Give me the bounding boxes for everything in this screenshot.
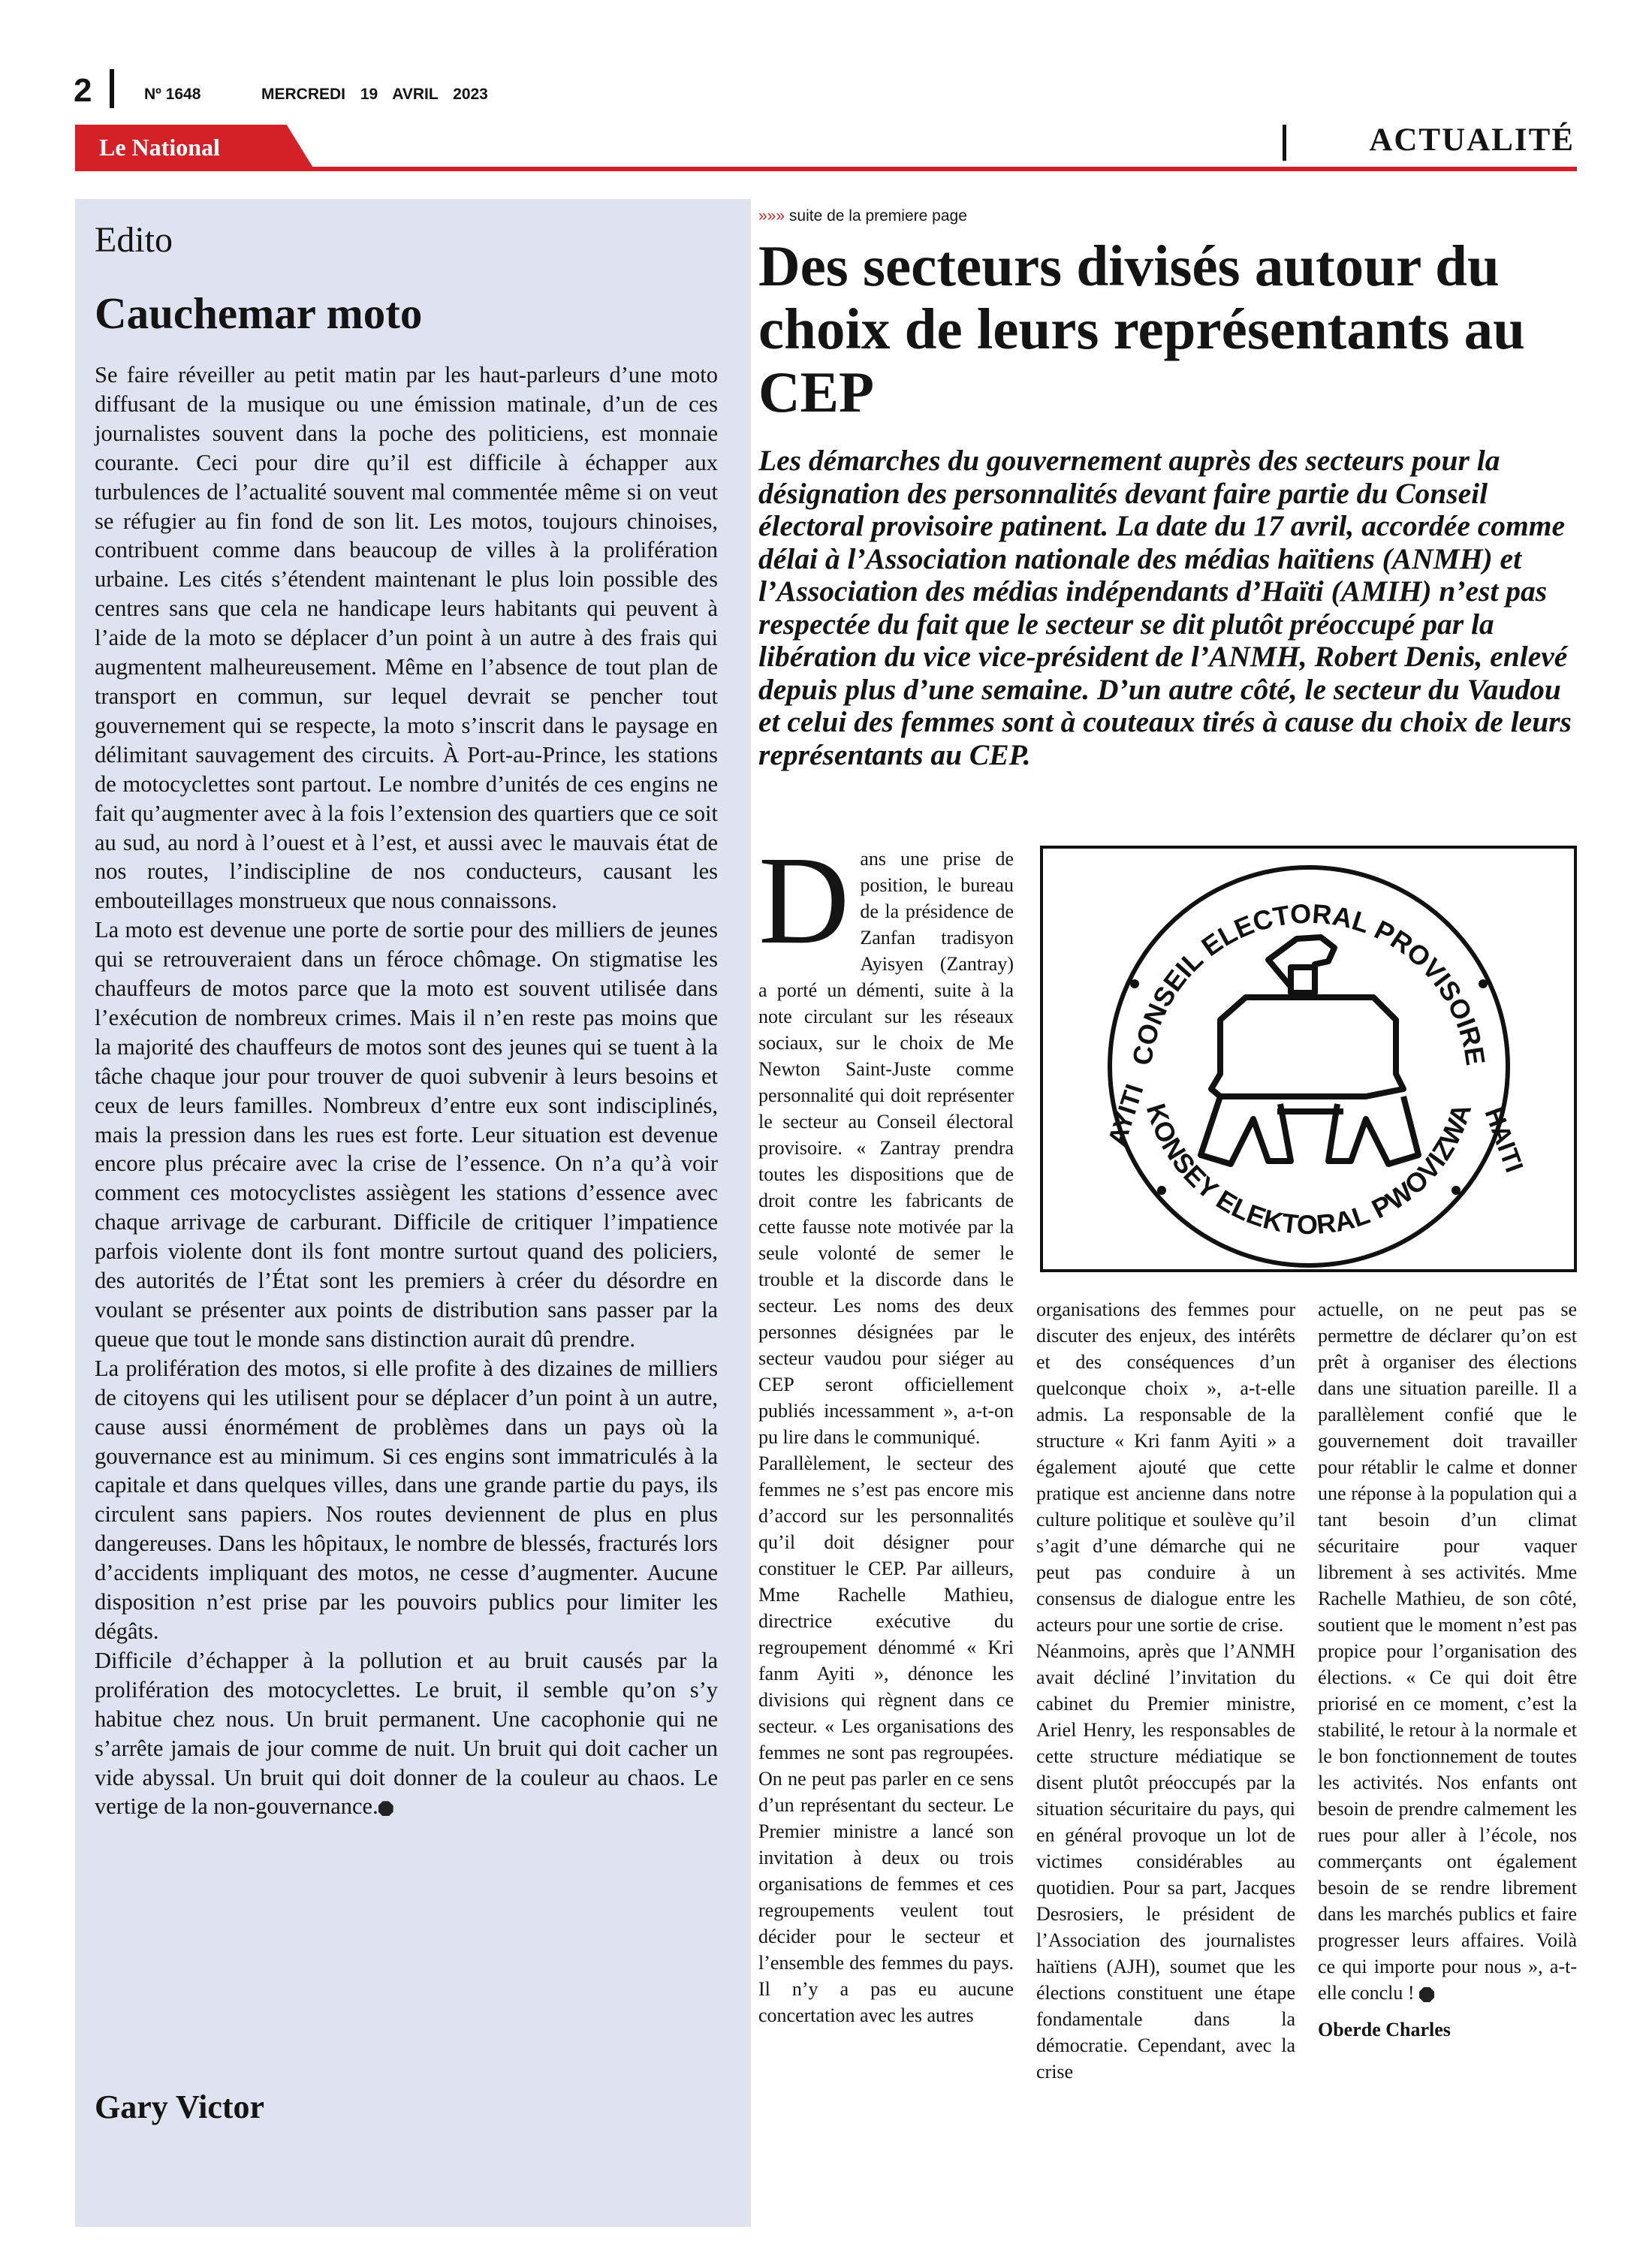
logo-star-icon bbox=[1452, 1186, 1461, 1195]
edito-paragraph-text: Difficile d’échapper à la pollution et au bruit causés par la prolifération des motocyclettes. Le bruit, il semble qu’on s’y habitue chez nous. Un bruit permanent. Une cacophonie qui ne s’arrête jamais de jour comme de nuit. Un bruit qui doit cacher un vide abyssal. Un bruit qui doit donner de la couleur au chaos. Le vertige de la non-gouvernance. bbox=[95, 1647, 718, 1820]
logo-star-icon bbox=[1157, 1186, 1166, 1195]
continuation-kicker bbox=[758, 207, 967, 225]
logo-bottom-text: KONSEY ELEKTORAL PWOVIZWA bbox=[1140, 1099, 1478, 1241]
edito-title: Cauchemar moto bbox=[95, 288, 423, 338]
article-paragraph bbox=[758, 831, 1014, 1450]
article-paragraph bbox=[1318, 1296, 1577, 2006]
logo-left-text: AYITI bbox=[1102, 1081, 1150, 1150]
brand-name: Le National bbox=[99, 134, 220, 161]
cep-logo bbox=[1043, 849, 1574, 1269]
drop-cap: D bbox=[758, 831, 850, 970]
article-headline: Des secteurs divisés autour du choix de leurs représentants au CEP bbox=[758, 234, 1525, 424]
article-lede: Les démarches du gouvernement auprès des secteurs pour la désignation des personnalités devant faire partie du Conseil électoral provisoire patinent. La date du 17 avril, accordée comme délai à l’Association nationale des médias haïtiens (ANMH) et l’Association des médias indépendants d’Haïti (AMIH) n’est pas respectée du fait que le secteur se dit plutôt préoccupé par la libération du vice vice-président de l’ANMH, Robert Denis, enlevé depuis plus d’une semaine. D’un autre côté, le secteur du Vaudou et celui des femmes sont à couteaux tirés à cause du choix de leurs représentants au CEP. bbox=[758, 444, 1572, 771]
end-mark-icon bbox=[1419, 1987, 1434, 2002]
kicker-arrows: »»» bbox=[758, 207, 785, 225]
article-paragraph: Parallèlement, le secteur des femmes ne s’est pas encore mis d’accord sur les personnalités qu’il doit désigner pour constituer le CEP. Par ailleurs, Mme Rachelle Mathieu, directrice exécutive du regroupement dénommé « Kri fanm Ayiti », dénonce les divisions qui règnent dans ce secteur. « Les organisations des femmes ne sont pas regroupées. On ne peut pas parler en ce sens d’un représentant du secteur. Le Premier ministre a lancé son invitation à deux ou trois organisations de femmes et ces regroupements veulent tout décider pour le secteur et l’ensemble des femmes du pays. Il n’y a pas eu aucune concertation avec les autres bbox=[758, 1452, 1014, 2026]
article-paragraph: organisations des femmes pour discuter des enjeux, des intérêts et des conséquences d’un quelconque choix », a-t-elle admis. La responsable de la structure « Kri fanm Ayiti » a également ajouté que cette pratique est ancienne dans notre culture politique et soulève qu’il s’agit d’une démarche qui ne peut pas conduire à un consensus de dialogue entre les acteurs pour une sortie de crise. bbox=[1036, 1298, 1295, 1636]
article-column-2 bbox=[1036, 1296, 1295, 2085]
logo-top-text: CONSEIL ELECTORAL PROVISOIRE bbox=[1126, 897, 1492, 1068]
article-paragraph: Néanmoins, après que l’ANMH avait décliné l’invitation du cabinet du Premier ministre, Ariel Henry, les responsables de cette structure médiatique se disent plutôt préoccupés par la situation sécuritaire du pays, qui en général provoque un lot de victimes considérables au quotidien. Pour sa part, Jacques Desrosiers, le président de l’Association des journalistes haïtiens (AJH), soumet que les élections constituent une étape fondamentale dans la démocratie. Cependant, avec la crise bbox=[1036, 1640, 1295, 2083]
article-author: Oberde Charles bbox=[1318, 2019, 1451, 2040]
edito-body bbox=[95, 360, 718, 1821]
edito-kicker: Edito bbox=[95, 220, 173, 260]
section-divider bbox=[1283, 125, 1286, 161]
section-title: ACTUALITÉ bbox=[1369, 122, 1575, 158]
issue-date: MERCREDI 19 AVRIL 2023 bbox=[261, 86, 488, 103]
header-rule bbox=[75, 167, 1577, 171]
article-column-3 bbox=[1318, 1296, 1577, 2043]
edito-paragraph bbox=[95, 1646, 718, 1821]
edito-paragraph: La prolifération des motos, si elle profite à des dizaines de milliers de citoyens qui les utilisent pour se déplacer d’un point à un autre, cause aussi énormément de problèmes dans un pays où la gouvernance est au minimum. Si ces engins sont immatriculés à la capitale et dans quelques villes, dans une grande partie du pays, ils circulent sans papiers. Nos routes deviennent de plus en plus dangereuses. Dans les hôpitaux, le nombre de blessés, fracturés lors d’accidents impliquant des motos, ne cesse d’augmenter. Aucune disposition n’est prise par les pouvoirs publics pour limiter les dégâts. bbox=[95, 1355, 718, 1644]
logo-right-text: HAITI bbox=[1479, 1103, 1529, 1177]
kicker-text: suite de la premiere page bbox=[788, 207, 967, 225]
page-number: 2 bbox=[74, 72, 92, 109]
logo-star-icon bbox=[1130, 979, 1139, 988]
page-number-divider bbox=[110, 69, 114, 108]
logo-star-icon bbox=[1479, 979, 1488, 988]
article-paragraph-text: actuelle, on ne peut pas se permettre de déclarer qu’on est prêt à organiser des élections dans une situation pareille. Il a parallèlement confié que le gouvernement doit travailler pour rétablir le calme et donner une réponse à la population qui a tant besoin d’un climat sécuritaire pour vaquer librement à ses activités. Mme Rachelle Mathieu, de son côté, soutient que le moment n’est pas propice pour l’organisation des élections. « Ce qui doit être priorisé en ce moment, c’est la stabilité, le retour à la normale et le bon fonctionnement de toutes les activités. Nos enfants ont besoin de prendre calmement les rues pour aller à l’école, nos commerçants ont également besoin de se rendre librement dans les marchés publics et faire progresser leurs affaires. Voilà ce qui importe pour nous », a-t-elle conclu ! bbox=[1318, 1298, 1577, 2004]
edito-paragraph: Se faire réveiller au petit matin par les haut-parleurs d’une moto diffusant de la musique ou une émission matinale, d’un de ces journalistes souvent dans la poche des politiciens, est monnaie courante. Ceci pour dire qu’il est difficile à échapper aux turbulences de l’actualité souvent mal commentée même si on veut se réfugier au fin fond de son lit. Les motos, toujours chinoises, contribuent comme dans beaucoup de villes à la prolifération urbaine. Les cités s’étendent maintenant le plus loin possible des centres sans que cela ne handicape leurs habitants qui peuvent à l’aide de la moto se déplacer d’un point à un autre à des frais qui augmentent malheureusement. Même en l’absence de tout plan de transport en commun, sur lequel devrait se pencher tout gouvernement qui se respecte, la moto s’inscrit dans le paysage en délimitant sauvagement des circuits. À Port-au-Prince, les stations de motocyclettes sont partout. Le nombre d’unités de ces engins ne fait qu’augmenter avec à la fois l’extension des quartiers que ce soit au sud, au nord à l’ouest et à l’est, et aussi avec le mauvais état de nos routes, l’indiscipline de nos conducteurs, causant les embouteillages monstrueux que nous connaissons. bbox=[95, 362, 718, 914]
edito-paragraph: La moto est devenue une porte de sortie pour des milliers de jeunes qui se retrouveraient dans un féroce chômage. On stigmatise les chauffeurs de motos parce que la moto est souvent utilisée dans l’exécution de nombreux crimes. Mais il n’en reste pas moins que la majorité des chauffeurs de motos sont des jeunes qui se tuent à la tâche chaque jour pour trouver de quoi subvenir à leurs besoins et ceux de leurs familles. Nombreux d’entre eux sont indisciplinés, mais la pression dans les rues est forte. Leur situation est devenue encore plus précaire avec la crise de l’essence. On n’a qu’à voir comment ces motocyclistes assiègent les stations d’essence avec chaque arrivage de carburant. Difficile de critiquer l’impatience parfois violente dont ils font montre surtout quand des policiers, des autorités de l’État sont les premiers à créer du désordre en voulant se présenter aux points de distribution sans passer par la queue que tout le monde sans distinction aurait dû prendre. bbox=[95, 917, 718, 1352]
end-mark-icon bbox=[378, 1801, 393, 1816]
article-column-1 bbox=[758, 831, 1014, 2152]
ballot-box-hand-icon bbox=[1201, 937, 1418, 1164]
issue-number: Nº 1648 bbox=[144, 86, 201, 103]
article-paragraph-text: ans une prise de position, le bureau de la présidence de Zanfan tradisyon Ayisyen (Zantray) a porté un démenti, suite à la note circulant sur les réseaux sociaux, sur le choix de Me Newton Saint-Juste comme personnalité qui doit représenter le secteur au Conseil électoral provisoire. « Zantray prendra toutes les dispositions que de droit contre les fabricants de cette fausse note motivée par la seule volonté de semer le trouble et la discorde dans le secteur. Les noms des deux personnes désignées par le secteur vaudou pour siéger au CEP seront officiellement publiés incessamment », a-t-on pu lire dans le communiqué. bbox=[758, 848, 1014, 1448]
edito-author: Gary Victor bbox=[95, 2089, 265, 2125]
